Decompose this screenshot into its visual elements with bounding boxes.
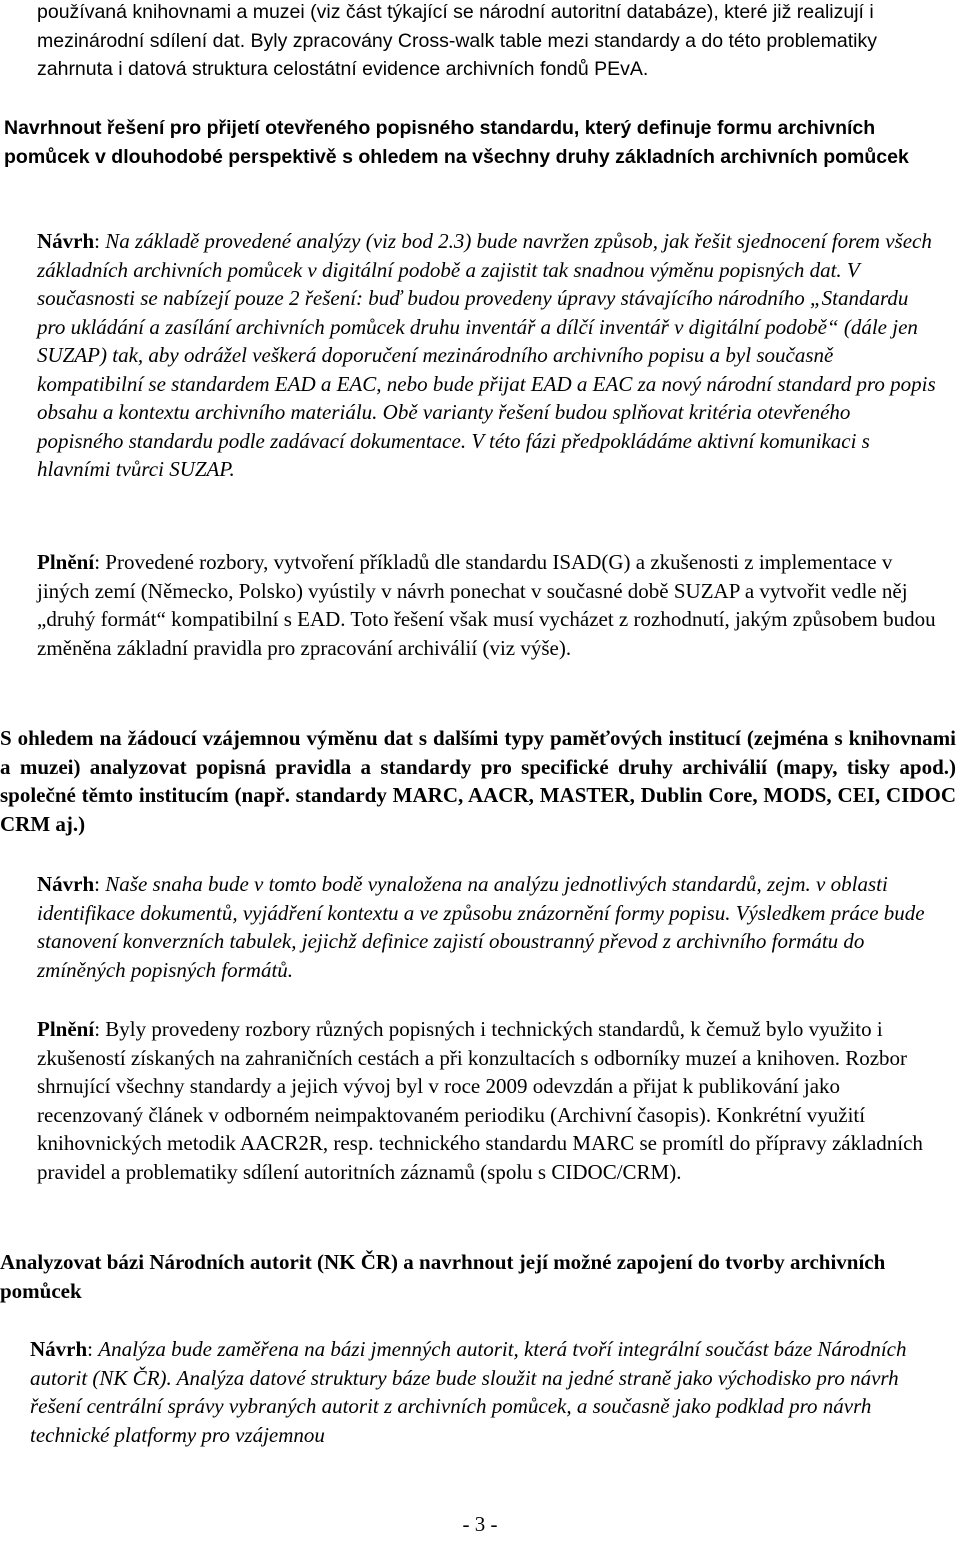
section1-proposal [37,227,937,484]
section2-proposal [37,870,937,984]
proposal-separator: : [94,872,106,896]
proposal-label: Návrh [30,1337,88,1361]
section3-proposal [30,1335,936,1449]
intro-text: používaná knihovnami a muzei (viz část týkající se národní autoritní databáze), které již realizují i mezinárodní sdílení dat. Byly zpracovány Cross-walk table mezi standardy a do této problematiky zahrnuta i datová struktura celostátní evidence archivních fondů PEvA. [37,1,877,80]
proposal-text: Analýza bude zaměřena na bázi jmenných autorit, která tvoří integrální součást báze Národních autorit (NK ČR). Analýza datové struktury báze bude sloužit na jedné straně jako východisko pro návrh řešení centrální správy vybraných autorit z archivních pomůcek, a současně jako podklad pro návrh technické platformy pro vzájemnou [30,1337,907,1447]
page-number: - 3 - [462,1512,498,1536]
intro-paragraph [37,0,937,84]
proposal-text: Na základě provedené analýzy (viz bod 2.3) bude navržen způsob, jak řešit sjednocení forem všech základních archivních pomůcek v digitální podobě a zajistit tak snadnou výměnu popisných dat. V současnosti se nabízejí pouze 2 řešení: buď budou provedeny úpravy stávajícího národního „Standardu pro ukládání a zasílání archivních pomůcek druhu inventář a dílčí inventář v digitální podobě“ (dále jen SUZAP) tak, aby odrážel veškerá doporučení mezinárodního archivního popisu a byl současně kompatibilní se standardem EAD a EAC, nebo bude přijat EAD a EAC za nový národní standard pro popis obsahu a kontextu archivního materiálu. Obě varianty řešení budou splňovat kritéria otevřeného popisného standardu podle zadávací dokumentace. V této fázi předpokládáme aktivní komunikaci s hlavními tvůrci SUZAP. [37,229,936,481]
fulfillment-label: Plnění [37,550,95,574]
section2-heading [0,724,956,838]
section1-heading [4,114,956,171]
fulfillment-separator: : [94,550,106,574]
section2-heading-text: S ohledem na žádoucí vzájemnou výměnu dat s dalšími typy paměťových institucí (zejména s knihovnami a muzei) analyzovat popisná pravidla a standardy pro specifické druhy archiválií (mapy, tisky apod.) společné těmto institucím (např. standardy MARC, AACR, MASTER, Dublin Core, MODS, CEI, CIDOC CRM aj.) [0,726,956,836]
fulfillment-text: Provedené rozbory, vytvoření příkladů dle standardu ISAD(G) a zkušenosti z implementace v jiných zemí (Německo, Polsko) vyústily v návrh ponechat v současné době SUZAP a vytvořit vedle něj „druhý formát“ kompatibilní s EAD. Toto řešení však musí vycházet z rozhodnutí, jakým způsobem budou změněna základní pravidla pro zpracování archiválií (viz výše). [37,550,936,660]
section1-heading-text: Navrhnout řešení pro přijetí otevřeného popisného standardu, který definuje formu archivních pomůcek v dlouhodobé perspektivě s ohledem na všechny druhy základních archivních pomůcek [4,117,909,168]
proposal-separator: : [94,229,106,253]
section2-fulfillment [37,1015,937,1186]
proposal-separator: : [87,1337,99,1361]
section1-fulfillment [37,548,937,662]
proposal-label: Návrh [37,229,95,253]
fulfillment-text: Byly provedeny rozbory různých popisných i technických standardů, k čemuž bylo využito i zkušeností získaných na zahraničních cestách a při konzultacích s odborníky muzeí a knihoven. Rozbor shrnující všechny standardy a jejich vývoj byl v roce 2009 odevzdán a přijat k publikování jako recenzovaný článek v odborném neimpaktovaném periodiku (Archivní časopis). Konkrétní využití knihovnických metodik AACR2R, resp. technického standardu MARC se promítl do přípravy základních pravidel a problematiky sdílení autoritních záznamů (spolu s CIDOC/CRM). [37,1017,923,1184]
section3-heading-text: Analyzovat bázi Národních autorit (NK ČR) a navrhnout její možné zapojení do tvorby archivních pomůcek [0,1250,886,1303]
proposal-label: Návrh [37,872,95,896]
proposal-text: Naše snaha bude v tomto bodě vynaložena na analýzu jednotlivých standardů, zejm. v oblasti identifikace dokumentů, vyjádření kontextu a ve způsobu znázornění formy popisu. Výsledkem práce bude stanovení konverzních tabulek, jejichž definice zajistí oboustranný převod z archivního formátu do zmíněných popisných formátů. [37,872,925,982]
fulfillment-separator: : [94,1017,106,1041]
section3-heading [0,1248,956,1305]
fulfillment-label: Plnění [37,1017,95,1041]
